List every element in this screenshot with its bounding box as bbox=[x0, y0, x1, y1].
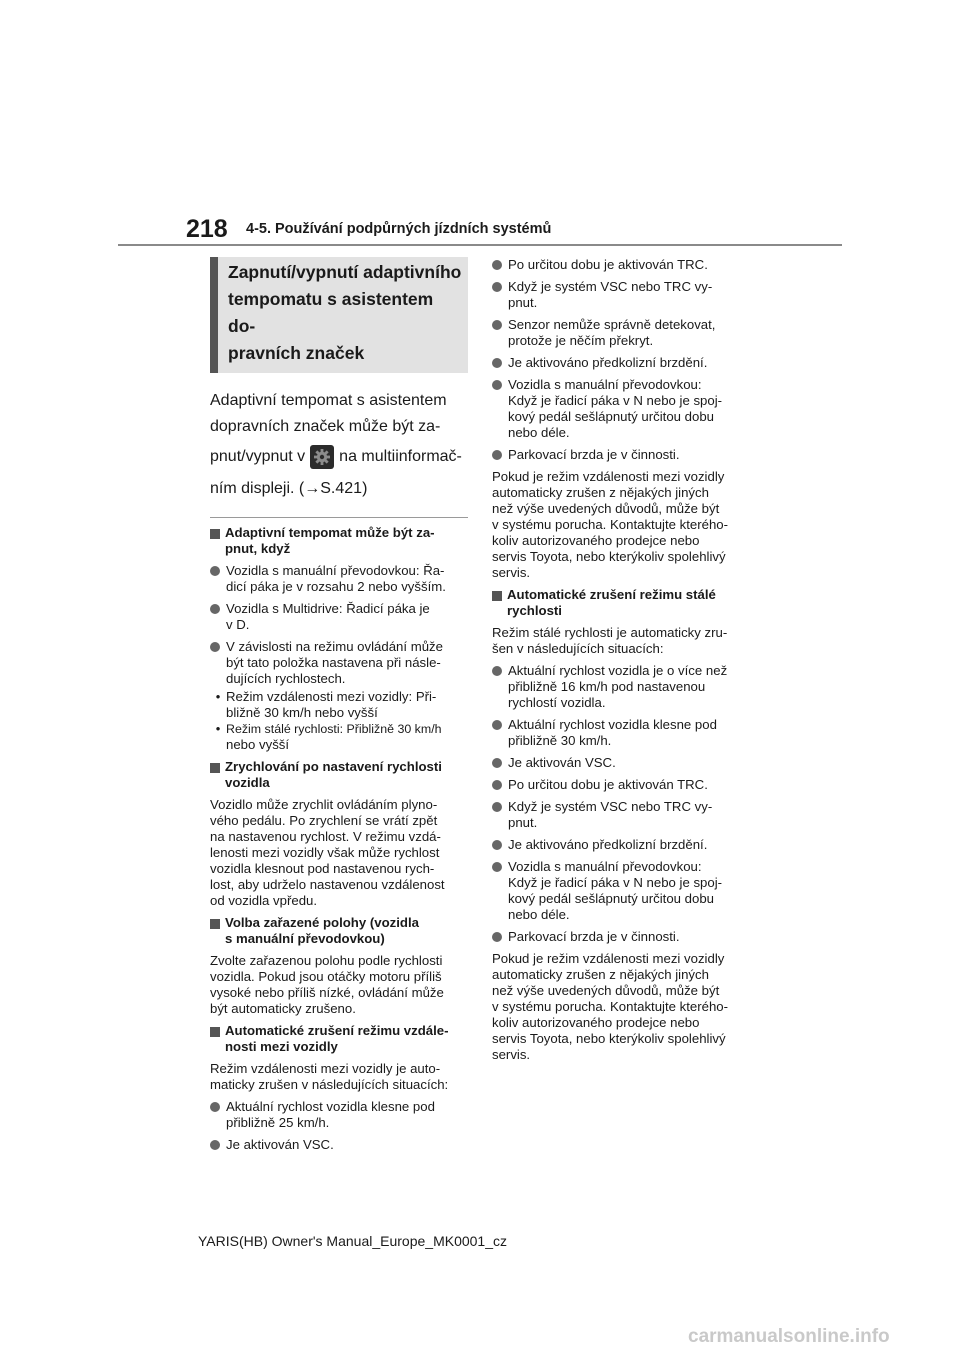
section-title-line: pravních značek bbox=[228, 343, 365, 363]
subsection-enable-conditions bbox=[210, 525, 468, 1153]
round-bullet-icon bbox=[210, 1140, 220, 1150]
list-item-line: Po určitou dobu je aktivován TRC. bbox=[508, 777, 708, 792]
round-bullet-icon bbox=[210, 604, 220, 614]
paragraph-line: v systému porucha. Kontaktujte kterého- bbox=[492, 517, 729, 532]
sub-bullet-marker: • bbox=[215, 721, 221, 736]
list-item-line: Senzor nemůže správně detekovat, bbox=[508, 317, 716, 332]
heading-line: Adaptivní tempomat může být za- bbox=[225, 525, 435, 540]
list-item-line: Parkovací brzda je v činnosti. bbox=[508, 929, 680, 944]
round-bullet-icon bbox=[492, 932, 502, 942]
list-item-line: v D. bbox=[226, 617, 250, 632]
subsection-heading bbox=[492, 587, 754, 619]
paragraph bbox=[492, 469, 754, 581]
paragraph bbox=[210, 797, 468, 909]
list-item-line: dicí páka je v rozsahu 2 nebo vyšším. bbox=[226, 579, 446, 594]
paragraph-line: lost, aby udrželo nastavenou vzdálenost bbox=[210, 877, 445, 892]
paragraph-line: servis Toyota, nebo kterýkoliv spolehlivý bbox=[492, 1031, 726, 1046]
settings-gear-icon bbox=[310, 445, 334, 469]
list-item-line: Když je řadicí páka v N nebo je spoj- bbox=[508, 393, 723, 408]
list-item-line: pnut. bbox=[508, 815, 538, 830]
round-bullet-icon bbox=[492, 450, 502, 460]
list-item-line: dujících rychlostech. bbox=[226, 671, 346, 686]
paragraph-line: od vozidla vpředu. bbox=[210, 893, 318, 908]
list-item-line: kový pedál sešlápnutý určitou dobu bbox=[508, 891, 715, 906]
list-item-line: přibližně 25 km/h. bbox=[226, 1115, 330, 1130]
list-item bbox=[492, 257, 754, 273]
header-rule bbox=[118, 244, 842, 246]
list-item-line: být tato položka nastavena při násle- bbox=[226, 655, 441, 670]
sub-list-item bbox=[210, 721, 468, 753]
subsection-heading bbox=[210, 525, 468, 557]
list-item bbox=[492, 799, 754, 831]
sub-list-item bbox=[210, 689, 468, 721]
list-item bbox=[492, 447, 754, 463]
list-item-line: protože je něčím překryt. bbox=[508, 333, 654, 348]
heading-line: Automatické zrušení režimu vzdále- bbox=[225, 1023, 449, 1038]
intro-line bbox=[210, 440, 468, 474]
paragraph bbox=[210, 1061, 468, 1093]
list-item bbox=[492, 377, 754, 441]
list-item-line: Vozidla s manuální převodovkou: bbox=[508, 377, 702, 392]
paragraph-line: vysoké nebo příliš nízké, ovládání může bbox=[210, 985, 444, 1000]
paragraph-line: koliv autorizovaného prodejce nebo bbox=[492, 533, 700, 548]
sub-list-item-line: Režim vzdálenosti mezi vozidly: Při- bbox=[226, 689, 437, 704]
round-bullet-icon bbox=[210, 1102, 220, 1112]
heading-line: s manuální převodovkou) bbox=[225, 931, 385, 946]
heading-line: Zrychlování po nastavení rychlosti bbox=[225, 759, 442, 774]
list-item bbox=[492, 355, 754, 371]
chapter-title: 4-5. Používání podpůrných jízdních systémů bbox=[246, 221, 552, 237]
sub-bullet-marker: • bbox=[215, 689, 221, 704]
square-bullet-icon bbox=[210, 529, 220, 539]
round-bullet-icon bbox=[210, 642, 220, 652]
paragraph-line: automaticky zrušen z nějakých jiných bbox=[492, 485, 709, 500]
intro-line: Adaptivní tempomat s asistentem bbox=[210, 392, 447, 409]
list-item-line: rychlostí vozidla. bbox=[508, 695, 606, 710]
subsection-heading bbox=[210, 1023, 468, 1055]
list-item-line: Po určitou dobu je aktivován TRC. bbox=[508, 257, 708, 272]
list-item bbox=[492, 755, 754, 771]
round-bullet-icon bbox=[492, 840, 502, 850]
list-item-line: Je aktivován VSC. bbox=[226, 1137, 334, 1152]
list-item-line: nebo déle. bbox=[508, 907, 570, 922]
paragraph-line: koliv autorizovaného prodejce nebo bbox=[492, 1015, 700, 1030]
heading-line: pnut, když bbox=[225, 541, 291, 556]
round-bullet-icon bbox=[492, 802, 502, 812]
section-title-line: tempomatu s asistentem do- bbox=[228, 289, 434, 336]
heading-line: vozidla bbox=[225, 775, 270, 790]
square-bullet-icon bbox=[210, 919, 220, 929]
paragraph-line: servis. bbox=[492, 565, 531, 580]
paragraph-line: vého pedálu. Po zrychlení se vrátí zpět bbox=[210, 813, 438, 828]
list-item-line: Aktuální rychlost vozidla klesne pod bbox=[508, 717, 717, 732]
list-item-line: Je aktivováno předkolizní brzdění. bbox=[508, 355, 708, 370]
list-item bbox=[492, 859, 754, 923]
paragraph-line: než výše uvedených důvodů, může být bbox=[492, 983, 720, 998]
square-bullet-icon bbox=[210, 763, 220, 773]
list-item bbox=[210, 639, 468, 687]
list-item bbox=[210, 601, 468, 633]
list-item-line: Aktuální rychlost vozidla je o více než bbox=[508, 663, 728, 678]
sub-list-item-line: Režim stálé rychlosti: Přibližně 30 km/h bbox=[226, 722, 442, 736]
list-item-line: Vozidla s manuální převodovkou: bbox=[508, 859, 702, 874]
left-column bbox=[210, 257, 468, 1159]
paragraph-line: servis Toyota, nebo kterýkoliv spolehlivý bbox=[492, 549, 726, 564]
section-title-box bbox=[210, 257, 468, 373]
list-item bbox=[492, 837, 754, 853]
paragraph-line: servis. bbox=[492, 1047, 531, 1062]
paragraph-line: vozidla. Pokud jsou otáčky motoru příliš bbox=[210, 969, 442, 984]
sub-list-item-line: bližně 30 km/h nebo vyšší bbox=[226, 705, 378, 720]
list-item bbox=[210, 1137, 468, 1153]
intro-line-part: pnut/vypnut v bbox=[210, 448, 306, 465]
subsection-heading bbox=[210, 915, 468, 947]
list-item-line: Když je systém VSC nebo TRC vy- bbox=[508, 279, 713, 294]
list-item-line: Když je řadicí páka v N nebo je spoj- bbox=[508, 875, 723, 890]
list-item-line: Když je systém VSC nebo TRC vy- bbox=[508, 799, 713, 814]
list-item-line: kový pedál sešlápnutý určitou dobu bbox=[508, 409, 715, 424]
intro-line-part: na multiinformač- bbox=[339, 448, 462, 465]
round-bullet-icon bbox=[492, 358, 502, 368]
paragraph-line: automaticky zrušen z nějakých jiných bbox=[492, 967, 709, 982]
round-bullet-icon bbox=[492, 666, 502, 676]
paragraph-line: lenosti mezi vozidly však může rychlost bbox=[210, 845, 440, 860]
list-item bbox=[210, 563, 468, 595]
list-item-line: pnut. bbox=[508, 295, 538, 310]
heading-line: Automatické zrušení režimu stálé bbox=[507, 587, 716, 602]
paragraph-line: v systému porucha. Kontaktujte kterého- bbox=[492, 999, 729, 1014]
paragraph bbox=[492, 951, 754, 1063]
list-item bbox=[492, 717, 754, 749]
paragraph-line: Pokud je režim vzdálenosti mezi vozidly bbox=[492, 469, 725, 484]
intro-line: dopravních značek může být za- bbox=[210, 418, 441, 435]
paragraph bbox=[492, 625, 754, 657]
page-number: 218 bbox=[186, 215, 228, 243]
paragraph-line: Režim stálé rychlosti je automaticky zru- bbox=[492, 625, 728, 640]
paragraph-line: vozidla klesnout pod nastavenou rych- bbox=[210, 861, 435, 876]
paragraph-line: než výše uvedených důvodů, může být bbox=[492, 501, 720, 516]
paragraph-line: Zvolte zařazenou polohu podle rychlosti bbox=[210, 953, 443, 968]
paragraph-line: šen v následujících situacích: bbox=[492, 641, 664, 656]
list-item-line: Aktuální rychlost vozidla klesne pod bbox=[226, 1099, 435, 1114]
list-item bbox=[492, 279, 754, 311]
paragraph bbox=[210, 953, 468, 1017]
list-item bbox=[492, 663, 754, 711]
paragraph-line: Vozidlo může zrychlit ovládáním plyno- bbox=[210, 797, 438, 812]
round-bullet-icon bbox=[492, 320, 502, 330]
round-bullet-icon bbox=[492, 758, 502, 768]
round-bullet-icon bbox=[492, 780, 502, 790]
list-item bbox=[210, 1099, 468, 1131]
intro-line: ním displeji. (→S.421) bbox=[210, 480, 368, 497]
paragraph-line: být automaticky zrušeno. bbox=[210, 1001, 356, 1016]
square-bullet-icon bbox=[210, 1027, 220, 1037]
list-item-line: přibližně 16 km/h pod nastavenou bbox=[508, 679, 706, 694]
separator-rule bbox=[210, 517, 468, 518]
round-bullet-icon bbox=[210, 566, 220, 576]
section-title-line: Zapnutí/vypnutí adaptivního bbox=[228, 262, 462, 282]
list-item-line: Vozidla s Multidrive: Řadicí páka je bbox=[226, 601, 430, 616]
heading-line: rychlosti bbox=[507, 603, 562, 618]
sub-list-item-line: nebo vyšší bbox=[226, 737, 290, 752]
round-bullet-icon bbox=[492, 282, 502, 292]
round-bullet-icon bbox=[492, 380, 502, 390]
square-bullet-icon bbox=[492, 591, 502, 601]
list-item-line: Vozidla s manuální převodovkou: Řa- bbox=[226, 563, 445, 578]
list-item-line: Parkovací brzda je v činnosti. bbox=[508, 447, 680, 462]
list-item bbox=[492, 317, 754, 349]
subsection-heading bbox=[210, 759, 468, 791]
round-bullet-icon bbox=[492, 260, 502, 270]
paragraph-line: maticky zrušen v následujících situacích: bbox=[210, 1077, 449, 1092]
list-item-line: přibližně 30 km/h. bbox=[508, 733, 612, 748]
paragraph-line: Režim vzdálenosti mezi vozidly je auto- bbox=[210, 1061, 441, 1076]
round-bullet-icon bbox=[492, 862, 502, 872]
list-item bbox=[492, 929, 754, 945]
list-item-line: V závislosti na režimu ovládání může bbox=[226, 639, 443, 654]
round-bullet-icon bbox=[492, 720, 502, 730]
list-item-line: Je aktivováno předkolizní brzdění. bbox=[508, 837, 708, 852]
list-item-line: nebo déle. bbox=[508, 425, 570, 440]
footer-text: YARIS(HB) Owner's Manual_Europe_MK0001_cz bbox=[198, 1233, 507, 1249]
intro-text bbox=[210, 388, 468, 502]
right-column bbox=[492, 257, 754, 1069]
paragraph-line: Pokud je režim vzdálenosti mezi vozidly bbox=[492, 951, 725, 966]
heading-line: Volba zařazené polohy (vozidla bbox=[225, 915, 419, 930]
list-item bbox=[492, 777, 754, 793]
watermark: carmanualsonline.info bbox=[688, 1326, 890, 1347]
heading-line: nosti mezi vozidly bbox=[225, 1039, 338, 1054]
paragraph-line: na nastavenou rychlost. V režimu vzdá- bbox=[210, 829, 441, 844]
list-item-line: Je aktivován VSC. bbox=[508, 755, 616, 770]
